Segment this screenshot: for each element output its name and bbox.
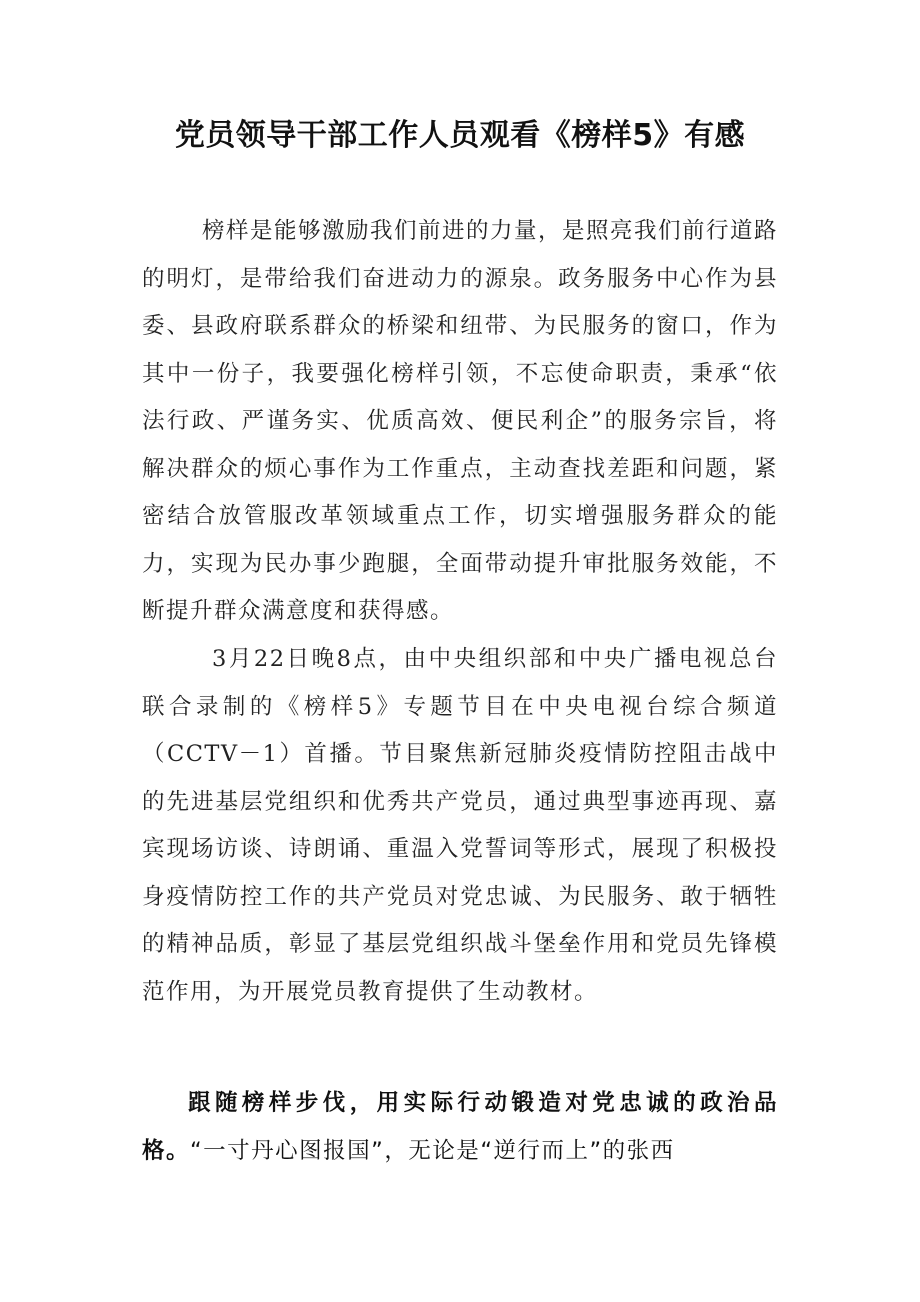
paragraph-1: 榜样是能够激励我们前进的力量，是照亮我们前行道路的明灯，是带给我们奋进动力的源泉。政务服务中心作为县委、县政府联系群众的桥梁和纽带、为民服务的窗口，作为其中一份子，我要强化榜样引领，不忘使命职责，秉承“依法行政、严谨务实、优质高效、便民利企”的服务宗旨，将解决群众的烦心事作为工作重点，主动查找差距和问题，紧密结合放管服改革领域重点工作，切实增强服务群众的能力，实现为民办事少跑腿，全面带动提升审批服务效能，不断提升群众满意度和获得感。: [142, 218, 779, 624]
paragraph-3: [142, 1080, 778, 1175]
section-heading-lead: 跟随榜样步伐，用实际行动锻造对党忠诚的政治品格。: [142, 1090, 778, 1164]
paragraph-2: 3月22日晚8点，由中央组织部和中央广播电视总台联合录制的《榜样5》专题节目在中央电视台综合频道（CCTV－1）首播。节目聚焦新冠肺炎疫情防控阻击战中的先进基层党组织和优秀共产党员，通过典型事迹再现、嘉宾现场访谈、诗朗诵、重温入党誓词等形式，展现了积极投身疫情防控工作的共产党员对党忠诚、为民服务、敢于牺牲的精神品质，彰显了基层党组织战斗堡垒作用和党员先锋模范作用，为开展党员教育提供了生动教材。: [142, 646, 778, 1005]
section-text: “一寸丹心图报国”，无论是“逆行而上”的张西: [190, 1137, 675, 1164]
document-title: 党员领导干部工作人员观看《榜样5》有感: [174, 118, 746, 153]
